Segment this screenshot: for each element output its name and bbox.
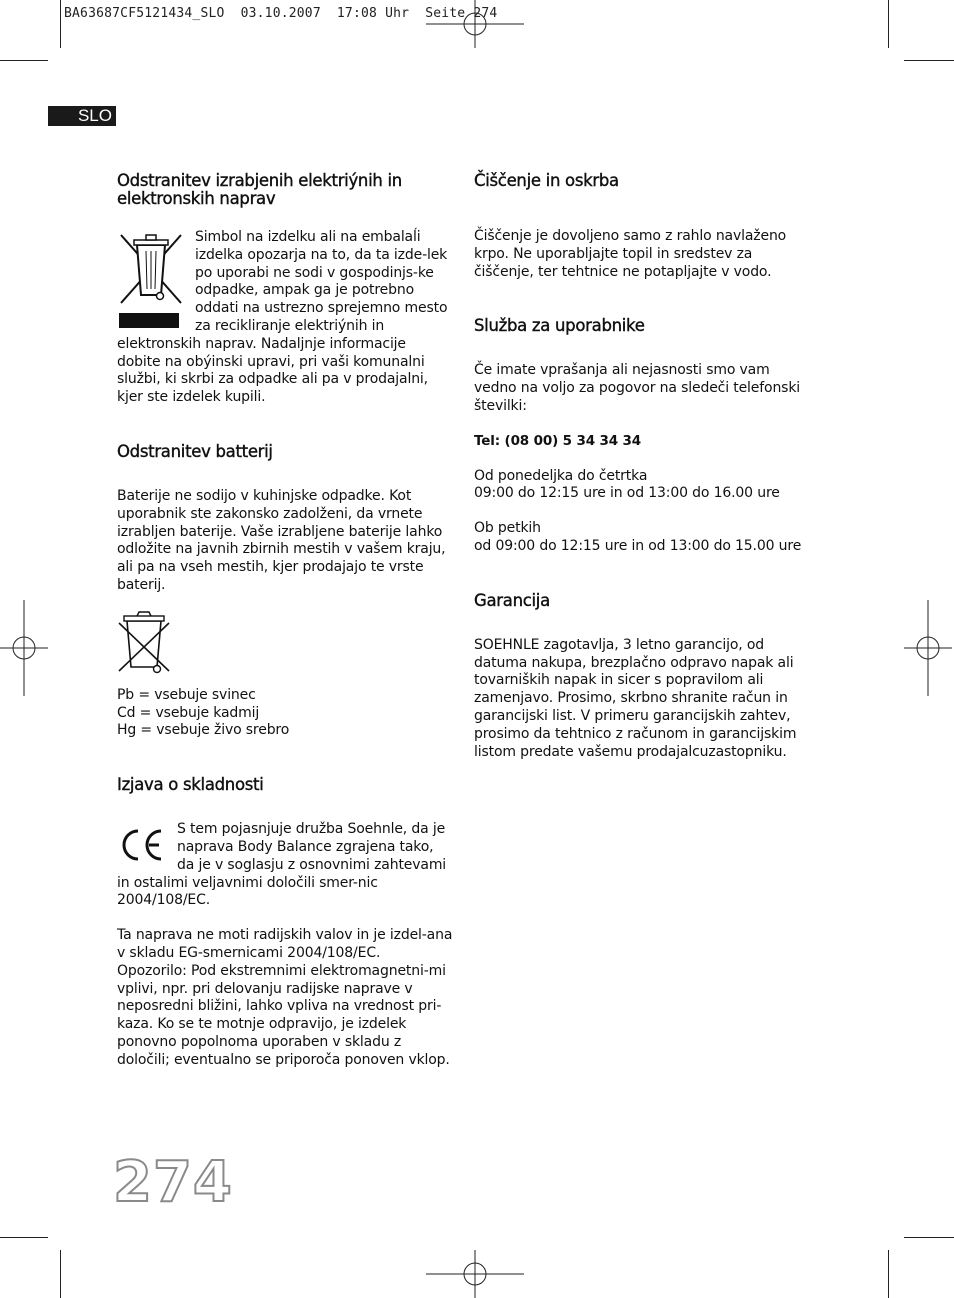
- conformity-body-2: Ta naprava ne moti radijskih valov in je izdel-ana v skladu EG-smernicami 2004/108/EC. Opozorilo: Pod ekstremnimi elektromagnetni-mi vplivi, npr. pri delovanju radijske naprave v neposredni bližini, lahko vpliva na vrednost pri-kaza. Ko se te motnje odpravijo, je izdelek ponovno popolnoma uporaben v skladu z določili; eventualno se priporoča ponoven vklop.: [117, 927, 453, 1068]
- crop-mark: [0, 1237, 48, 1238]
- crop-mark: [888, 0, 889, 48]
- warranty-body: SOEHNLE zagotavlja, 3 letno garancijo, od datuma nakupa, brezplačno odpravo napak ali tovarniških napak in sicer s popravilom ali zamenjavo. Prosimo, skrbno shranite račun in garancijski list. V primeru garancijskih zahtev, prosimo da tehtnico z računom in garancijskim listom predate vašemu prodajalcuzastopniku.: [474, 636, 797, 760]
- crop-mark: [904, 1237, 954, 1238]
- crop-mark: [0, 60, 48, 61]
- battery-bin-icon: [117, 609, 175, 675]
- battery-body: Baterije ne sodijo v kuhinjske odpadke. Kot uporabnik ste zakonsko zadolženi, da vrnete izrabljen baterije. Vaše izrabljene baterije lahko odložite na javnih zbirnih mestih v vašem kraju, ali pa na vseh mestih, kjer prodajajo te vrste baterij.: [117, 487, 446, 593]
- registration-mark-top: [426, 0, 524, 48]
- service-title: Služba za uporabnike: [474, 316, 645, 336]
- left-column: [117, 172, 453, 1070]
- weee-section: [117, 229, 453, 407]
- cleaning-body: Čiščenje je dovoljeno samo z rahlo navlaženo krpo. Ne uporabljajte topil in sredstev za čiščenje, ter tehtnice ne potapljajte v vodo.: [474, 228, 787, 280]
- weee-title: Odstranitev izrabjenih elektriýnih in elektronskih naprav: [117, 171, 402, 208]
- crop-mark: [60, 0, 61, 48]
- right-column: [474, 172, 810, 761]
- ce-mark: [117, 821, 167, 871]
- battery-title: Odstranitev batterij: [117, 441, 273, 461]
- service-hours-1-label: Od ponedeljka do četrtka: [474, 467, 648, 484]
- battery-cd: Cd = vsebuje kadmij: [117, 704, 260, 721]
- print-slug: BA63687CF5121434_SLO 03.10.2007 17:08 Uhr Seite 274: [64, 6, 498, 21]
- weee-bin-icon: [117, 229, 185, 331]
- service-hours-1: 09:00 do 12:15 ure in od 13:00 do 16.00 ure: [474, 485, 780, 502]
- language-tab: SLO: [48, 106, 116, 126]
- service-tel: Tel: (08 00) 5 34 34 34: [474, 432, 642, 449]
- service-hours-2-label: Ob petkih: [474, 520, 541, 537]
- crop-mark: [888, 1250, 889, 1298]
- registration-mark-bottom: [426, 1250, 524, 1298]
- service-body: Če imate vprašanja ali nejasnosti smo vam vedno na voljo za pogovor na sledeči telefonski številki:: [474, 362, 801, 414]
- warranty-title: Garancija: [474, 590, 550, 610]
- cleaning-title: Čiščenje in oskrba: [474, 171, 619, 190]
- conformity-section: [117, 821, 453, 910]
- battery-pb: Pb = vsebuje svinec: [117, 686, 256, 703]
- conformity-title: Izjava o skladnosti: [117, 775, 264, 795]
- registration-mark-right: [904, 600, 952, 696]
- service-hours-2: od 09:00 do 12:15 ure in od 13:00 do 15.00 ure: [474, 537, 802, 554]
- registration-mark-left: [0, 600, 48, 696]
- weee-body: Simbol na izdelku ali na embalaĺi izdelka opozarja na to, da ta izde-lek po uporabi ne sodi v gospodinjs-ke odpadke, ampak ga je potrebno oddati na ustrezno sprejemno mesto za recikliranje elektriýnih in elektronskih naprav. Nadaljnje informacije dobite na obýinski upravi, pri vaši komunalni službi, ki skrbi za odpadke ali pa v prodajalni, kjer ste izdelek kupili.: [117, 229, 448, 406]
- conformity-body-1: S tem pojasnjuje družba Soehnle, da je naprava Body Balance zgrajena tako, da je v soglasju z osnovnimi zahtevami in ostalimi veljavnimi določili smer-nic 2004/108/EC.: [117, 821, 447, 909]
- crop-mark: [904, 60, 954, 61]
- crop-mark: [60, 1250, 61, 1298]
- battery-hg: Hg = vsebuje živo srebro: [117, 722, 290, 739]
- page-number: 274: [113, 1150, 233, 1215]
- ce-mark-icon: [117, 821, 165, 869]
